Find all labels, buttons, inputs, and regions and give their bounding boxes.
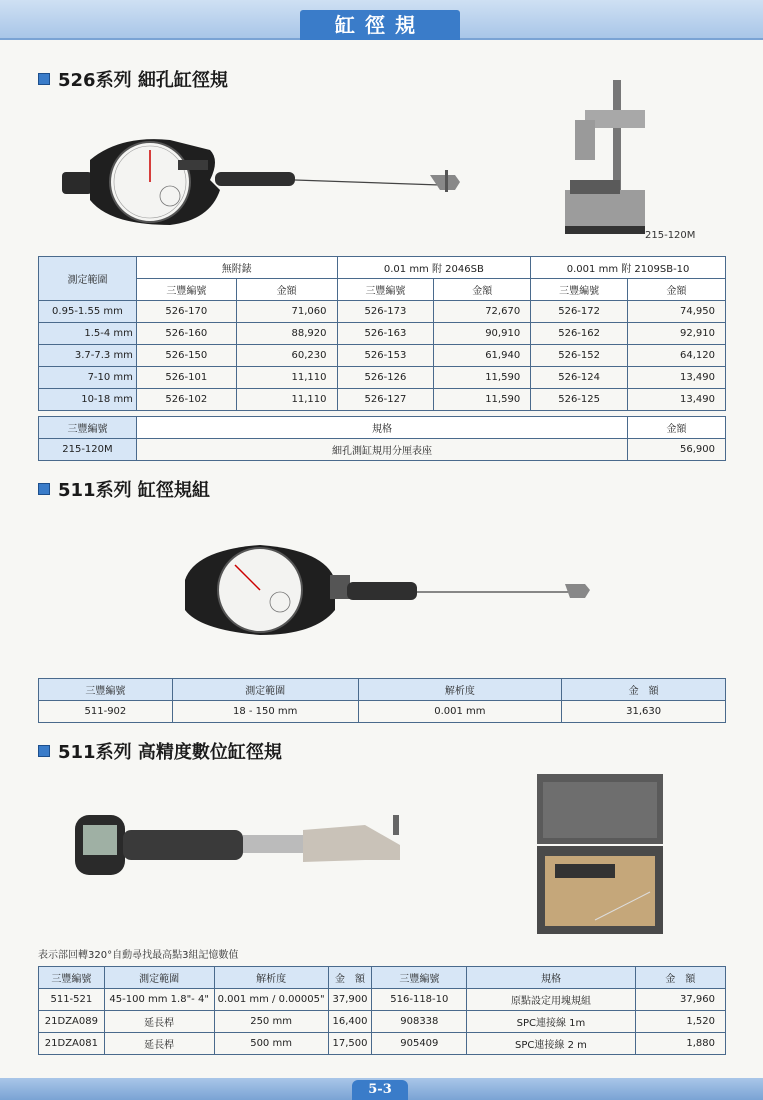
code-cell: 511-521 — [39, 989, 105, 1011]
range-cell: 10-18 mm — [39, 389, 137, 411]
code-cell: 526-172 — [531, 301, 628, 323]
price-cell: 13,490 — [628, 389, 726, 411]
code-cell: 526-162 — [531, 323, 628, 345]
col-header-price: 金額 — [628, 417, 726, 439]
sub-header-code: 三豐編號 — [337, 279, 434, 301]
resolution-cell: 250 mm — [214, 1011, 328, 1033]
code-cell: 526-125 — [531, 389, 628, 411]
sub-header-price: 金額 — [236, 279, 337, 301]
code-cell: 526-124 — [531, 367, 628, 389]
table-row — [39, 301, 726, 323]
section-511-digital-heading — [38, 738, 282, 764]
price-cell: 88,920 — [236, 323, 337, 345]
col-header-resolution: 解析度 — [358, 679, 562, 701]
price-cell: 72,670 — [434, 301, 531, 323]
section-511-set-title: 511系列 缸徑規組 — [58, 480, 210, 501]
group-header-0-001: 0.001 mm 附 2109SB-10 — [531, 257, 726, 279]
code-cell: 526-152 — [531, 345, 628, 367]
col-header-code: 三豐編號 — [39, 679, 173, 701]
header-banner — [0, 0, 763, 40]
section-511-set-heading — [38, 476, 210, 502]
price-cell: 13,490 — [628, 367, 726, 389]
code-cell: 526-153 — [337, 345, 434, 367]
range-cell: 延長桿 — [104, 1011, 214, 1033]
table-row — [39, 989, 726, 1011]
resolution-cell: 0.001 mm / 0.00005" — [214, 989, 328, 1011]
code-cell: 526-102 — [136, 389, 236, 411]
sub-header-price: 金額 — [434, 279, 531, 301]
bore-gauge-526-image — [60, 130, 480, 240]
price-cell: 37,960 — [635, 989, 725, 1011]
stand-caption: 215-120M — [645, 230, 696, 241]
code-cell: 516-118-10 — [372, 989, 467, 1011]
price-cell: 1,880 — [635, 1033, 725, 1055]
digital-gauge-note: 表示部回轉320°自動尋找最高點3組記憶數值 — [38, 950, 239, 961]
sub-header-code: 三豐編號 — [531, 279, 628, 301]
col-header-price: 金 額 — [328, 967, 372, 989]
range-cell: 45-100 mm 1.8"- 4" — [104, 989, 214, 1011]
range-cell: 1.5-4 mm — [39, 323, 137, 345]
sub-header-code: 三豐編號 — [136, 279, 236, 301]
spec-cell: SPC連接線 1m — [467, 1011, 636, 1033]
table-row — [39, 1033, 726, 1055]
page-title: 缸徑規 — [300, 10, 460, 40]
table-row — [39, 345, 726, 367]
sub-header-price: 金額 — [628, 279, 726, 301]
col-header-spec: 規格 — [467, 967, 636, 989]
col-header-price: 金 額 — [562, 679, 726, 701]
code-cell: 526-160 — [136, 323, 236, 345]
range-cell: 7-10 mm — [39, 367, 137, 389]
table-stand-price — [38, 416, 726, 461]
square-bullet-icon — [38, 483, 50, 495]
price-cell: 90,910 — [434, 323, 531, 345]
price-cell: 74,950 — [628, 301, 726, 323]
table-row — [39, 389, 726, 411]
col-header-code: 三豐編號 — [39, 417, 137, 439]
code-cell: 905409 — [372, 1033, 467, 1055]
code-cell: 21DZA089 — [39, 1011, 105, 1033]
col-header-code: 三豐編號 — [39, 967, 105, 989]
code-cell: 215-120M — [39, 439, 137, 461]
price-cell: 16,400 — [328, 1011, 372, 1033]
table-row — [39, 439, 726, 461]
range-cell: 3.7-7.3 mm — [39, 345, 137, 367]
table-row — [39, 323, 726, 345]
col-header-range: 測定範圍 — [39, 257, 137, 301]
price-cell: 64,120 — [628, 345, 726, 367]
price-cell: 60,230 — [236, 345, 337, 367]
price-cell: 17,500 — [328, 1033, 372, 1055]
resolution-cell: 0.001 mm — [358, 701, 562, 723]
col-header-spec: 規格 — [136, 417, 627, 439]
price-cell: 11,590 — [434, 389, 531, 411]
spec-cell: 原點設定用塊規組 — [467, 989, 636, 1011]
bore-gauge-511-set-image — [185, 540, 605, 640]
table-row — [39, 1011, 726, 1033]
code-cell: 908338 — [372, 1011, 467, 1033]
table-row — [39, 367, 726, 389]
code-cell: 526-170 — [136, 301, 236, 323]
col-header-range: 測定範圍 — [104, 967, 214, 989]
spec-cell: SPC連接線 2 m — [467, 1033, 636, 1055]
table-511-set-prices — [38, 678, 726, 723]
col-header-resolution: 解析度 — [214, 967, 328, 989]
page-number: 5-3 — [352, 1080, 408, 1100]
section-526-heading — [38, 66, 228, 92]
digital-bore-gauge-image — [75, 800, 415, 890]
code-cell: 526-127 — [337, 389, 434, 411]
price-cell: 31,630 — [562, 701, 726, 723]
square-bullet-icon — [38, 745, 50, 757]
range-cell: 18 - 150 mm — [172, 701, 358, 723]
code-cell: 511-902 — [39, 701, 173, 723]
price-cell: 1,520 — [635, 1011, 725, 1033]
code-cell: 526-173 — [337, 301, 434, 323]
table-511-digital-prices — [38, 966, 726, 1055]
spec-cell: 細孔測缸規用分厘表座 — [136, 439, 627, 461]
code-cell: 526-101 — [136, 367, 236, 389]
price-cell: 71,060 — [236, 301, 337, 323]
price-cell: 37,900 — [328, 989, 372, 1011]
price-cell: 92,910 — [628, 323, 726, 345]
table-row — [39, 701, 726, 723]
code-cell: 526-126 — [337, 367, 434, 389]
section-511-digital-title: 511系列 高精度數位缸徑規 — [58, 742, 282, 763]
square-bullet-icon — [38, 73, 50, 85]
price-cell: 61,940 — [434, 345, 531, 367]
code-cell: 526-150 — [136, 345, 236, 367]
gauge-case-set-image — [535, 772, 665, 942]
range-cell: 0.95-1.55 mm — [39, 301, 137, 323]
col-header-code: 三豐編號 — [372, 967, 467, 989]
dial-stand-image — [555, 80, 705, 240]
price-cell: 56,900 — [628, 439, 726, 461]
price-cell: 11,110 — [236, 367, 337, 389]
price-cell: 11,110 — [236, 389, 337, 411]
price-cell: 11,590 — [434, 367, 531, 389]
range-cell: 延長桿 — [104, 1033, 214, 1055]
col-header-price: 金 額 — [635, 967, 725, 989]
table-526-prices — [38, 256, 726, 411]
group-header-no-indicator: 無附錶 — [136, 257, 337, 279]
section-526-title: 526系列 細孔缸徑規 — [58, 70, 228, 91]
col-header-range: 測定範圍 — [172, 679, 358, 701]
code-cell: 526-163 — [337, 323, 434, 345]
resolution-cell: 500 mm — [214, 1033, 328, 1055]
group-header-0-01: 0.01 mm 附 2046SB — [337, 257, 531, 279]
code-cell: 21DZA081 — [39, 1033, 105, 1055]
